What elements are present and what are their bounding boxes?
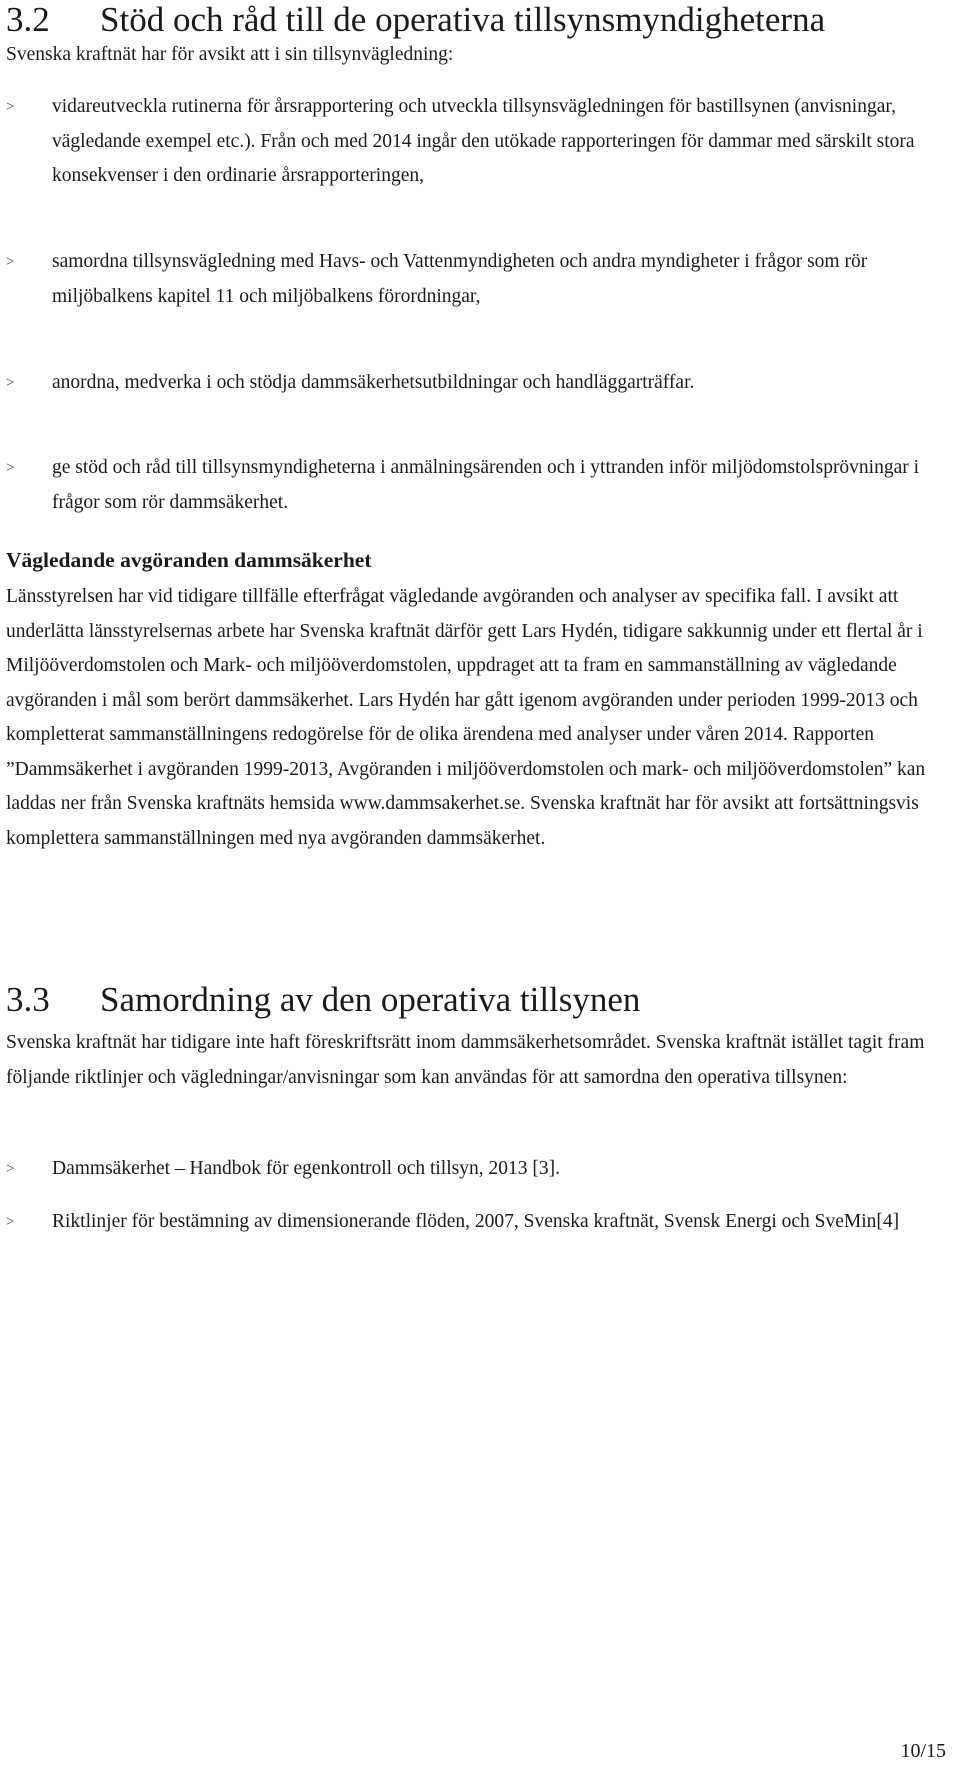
list-item-text: Riktlinjer för bestämning av dimensionerande flöden, 2007, Svenska kraftnät, Svensk Energi och SveMin[4] (52, 1211, 900, 1232)
section-number: 3.2 (6, 0, 50, 39)
list-item-text: samordna tillsynsvägledning med Havs- och Vattenmyndigheten och andra myndigheter i frågor som rör miljöbalkens kapitel 11 och miljöbalkens förordningar, (52, 251, 868, 307)
bullet-marker-icon: > (6, 99, 15, 115)
list-item (6, 1205, 926, 1240)
list-item (6, 245, 926, 314)
section-title: Stöd och råd till de operativa tillsynsmyndigheterna (100, 0, 826, 39)
list-item-text: ge stöd och råd till tillsynsmyndigheterna i anmälningsärenden och i yttranden inför miljödomstolsprövningar i frågor som rör dammsäkerhet. (52, 457, 920, 513)
section-title: Samordning av den operativa tillsynen (100, 980, 641, 1019)
list-item-text: Dammsäkerhet – Handbok för egenkontroll och tillsyn, 2013 [3]. (52, 1158, 560, 1179)
subsection-heading: Vägledande avgöranden dammsäkerhet (6, 548, 372, 572)
section-3-3-intro: Svenska kraftnät har tidigare inte haft föreskriftsrätt inom dammsäkerhetsområdet. Svenska kraftnät istället tagit fram följande riktlinjer och vägledningar/anvisningar som kan användas för att samordna den operativa tillsynen: (6, 1032, 925, 1088)
section-number: 3.3 (6, 980, 50, 1019)
bullet-marker-icon: > (6, 254, 15, 270)
section-3-2-intro: Svenska kraftnät har för avsikt att i sin tillsynvägledning: (6, 44, 454, 65)
section-3-3-heading (6, 980, 640, 1020)
bullet-marker-icon: > (6, 1161, 15, 1177)
list-item-text: vidareutveckla rutinerna för årsrapportering och utveckla tillsynsvägledningen för bastillsynen (anvisningar, vägledande exempel etc.). Från och med 2014 ingår den utökade rapporteringen för dammar med särskilt stora konsekvenser i den ordinarie årsrapporteringen, (52, 96, 915, 186)
section-3-2-heading (6, 0, 825, 40)
page-number: 10/15 (900, 1740, 946, 1762)
subsection-body: Länsstyrelsen har vid tidigare tillfälle efterfrågat vägledande avgöranden och analyser av specifika fall. I avsikt att underlätta länsstyrelsernas arbete har Svenska kraftnät därför gett Lars Hydén, tidigare sakkunnig under ett flertal år i Miljööverdomstolen och Mark- och miljööverdomstolen, uppdraget att ta fram en sammanställning av vägledande avgöranden i mål som berört dammsäkerhet. Lars Hydén har gått igenom avgöranden under perioden 1999-2013 och kompletterat sammanställningens redogörelse för de olika ärendena med analyser under våren 2014. Rapporten ”Dammsäkerhet i avgöranden 1999-2013, Avgöranden i miljööverdomstolen och mark- och miljööverdomstolen” kan laddas ner från Svenska kraftnäts hemsida www.dammsakerhet.se. Svenska kraftnät har för avsikt att fortsättningsvis komplettera sammanställningen med nya avgöranden dammsäkerhet. (6, 586, 926, 849)
bullet-marker-icon: > (6, 460, 15, 476)
list-item (6, 366, 926, 401)
bullet-marker-icon: > (6, 1214, 15, 1230)
list-item (6, 451, 926, 520)
list-item (6, 1152, 926, 1187)
list-item-text: anordna, medverka i och stödja dammsäkerhetsutbildningar och handläggarträffar. (52, 372, 695, 393)
bullet-marker-icon: > (6, 375, 15, 391)
list-item (6, 90, 926, 194)
